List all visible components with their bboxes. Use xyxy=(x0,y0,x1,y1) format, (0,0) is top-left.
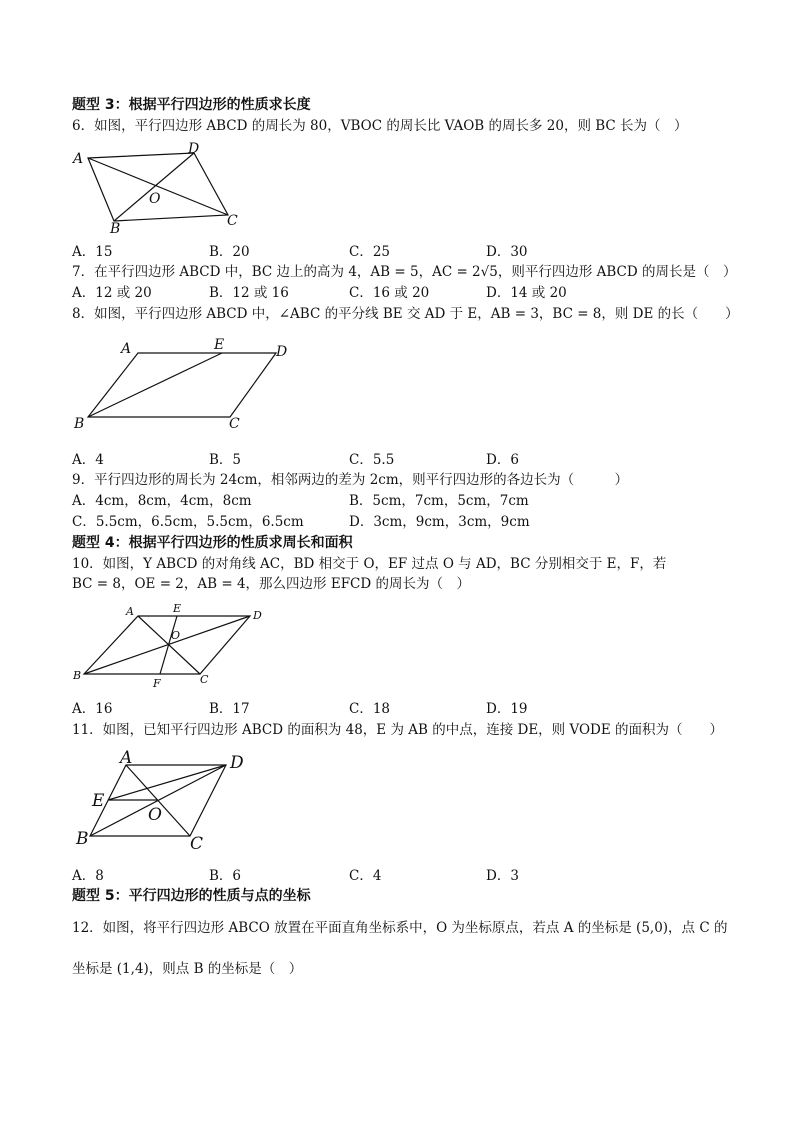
q7-option-c: C．16 或 20 xyxy=(349,285,430,301)
q9-option-c: C．5.5cm，6.5cm，5.5cm，6.5cm xyxy=(72,514,304,530)
q11-label-b: B xyxy=(76,829,89,849)
q11-label-c: C xyxy=(190,834,204,854)
q11-option-b: B．6 xyxy=(209,868,242,884)
q6-option-b: B．20 xyxy=(209,244,250,260)
q6-figure xyxy=(70,143,250,235)
q8-option-a: A．4 xyxy=(72,452,104,468)
question-7-text: 7．在平行四边形 ABCD 中，BC 边上的高为 4，AB = 5，AC = 2√5，则平行四边形 ABCD 的周长是（ ） xyxy=(72,264,737,280)
section-heading-5: 题型 5：平行四边形的性质与点的坐标 xyxy=(72,888,311,904)
q8-label-e: E xyxy=(214,337,225,353)
q9-option-a: A．4cm，8cm，4cm，8cm xyxy=(72,493,252,509)
q10-option-b: B．17 xyxy=(209,701,250,717)
q7-option-b: B．12 或 16 xyxy=(209,285,289,301)
q10-option-a: A．16 xyxy=(72,701,113,717)
q10-label-f: F xyxy=(153,677,161,690)
q8-label-d: D xyxy=(276,344,288,360)
section-heading-3: 题型 3：根据平行四边形的性质求长度 xyxy=(72,97,311,113)
question-6-text: 6．如图，平行四边形 ABCD 的周长为 80，VBOC 的周长比 VAOB 的周长多 20，则 BC 长为（ ） xyxy=(72,118,688,134)
q11-figure xyxy=(70,748,260,856)
q10-label-c: C xyxy=(200,673,209,686)
question-12-text-2: 坐标是 (1,4)，则点 B 的坐标是（ ） xyxy=(72,961,303,977)
q9-option-d: D．3cm，9cm，3cm，9cm xyxy=(349,514,530,530)
q10-option-d: D．19 xyxy=(486,701,528,717)
question-9-text: 9．平行四边形的周长为 24cm，相邻两边的差为 2cm，则平行四边形的各边长为（ ） xyxy=(72,472,629,488)
q11-label-e: E xyxy=(92,791,105,811)
q9-option-b: B．5cm，7cm，5cm，7cm xyxy=(349,493,529,509)
q8-option-b: B．5 xyxy=(209,452,242,468)
q7-option-d: D．14 或 20 xyxy=(486,285,567,301)
q6-label-b: B xyxy=(110,221,121,237)
q10-option-c: C．18 xyxy=(349,701,391,717)
q6-option-d: D．30 xyxy=(486,244,528,260)
q6-label-o: O xyxy=(149,191,161,207)
q6-option-a: A．15 xyxy=(72,244,113,260)
q8-label-a: A xyxy=(121,341,132,357)
q7-option-a: A．12 或 20 xyxy=(72,285,152,301)
q6-label-d: D xyxy=(188,141,200,157)
q8-option-d: D．6 xyxy=(486,452,519,468)
question-8-text: 8．如图，平行四边形 ABCD 中，∠ABC 的平分线 BE 交 AD 于 E，AB = 3，BC = 8，则 DE 的长（ ） xyxy=(72,306,739,322)
q11-label-d: D xyxy=(230,753,244,773)
q11-option-d: D．3 xyxy=(486,868,519,884)
q10-figure xyxy=(70,600,270,692)
q8-parallelogram xyxy=(88,353,276,417)
q11-segment-de xyxy=(108,765,226,800)
q8-label-b: B xyxy=(74,416,85,432)
q11-option-a: A．8 xyxy=(72,868,104,884)
q11-label-a: A xyxy=(120,748,133,768)
question-10-text-2: BC = 8，OE = 2，AB = 4，那么四边形 EFCD 的周长为（ ） xyxy=(72,576,470,592)
question-10-text: 10．如图，Y ABCD 的对角线 AC，BD 相交于 O，EF 过点 O 与 AD，BC 分别相交于 E，F，若 xyxy=(72,556,667,572)
q10-label-a: A xyxy=(126,605,134,618)
q6-label-a: A xyxy=(73,151,84,167)
q6-label-c: C xyxy=(227,213,238,229)
q6-option-c: C．25 xyxy=(349,244,391,260)
q10-label-o: O xyxy=(171,629,181,642)
q11-label-o: O xyxy=(148,805,162,825)
q10-label-e: E xyxy=(173,602,182,615)
section-heading-4: 题型 4：根据平行四边形的性质求周长和面积 xyxy=(72,535,353,551)
q10-segment-ef xyxy=(160,616,177,674)
q8-label-c: C xyxy=(229,416,240,432)
q6-diagonal-bd xyxy=(114,153,194,221)
question-12-text: 12．如图，将平行四边形 ABCO 放置在平面直角坐标系中，O 为坐标原点，若点 A 的坐标是 (5,0)，点 C 的 xyxy=(72,920,728,936)
q8-figure xyxy=(70,336,310,436)
q11-option-c: C．4 xyxy=(349,868,382,884)
q10-label-b: B xyxy=(73,669,82,682)
question-11-text: 11．如图，已知平行四边形 ABCD 的面积为 48，E 为 AB 的中点，连接 DE，则 VODE 的面积为（ ） xyxy=(72,722,724,738)
q8-option-c: C．5.5 xyxy=(349,452,395,468)
q8-bisector-be xyxy=(88,353,222,417)
q10-label-d: D xyxy=(253,609,262,622)
